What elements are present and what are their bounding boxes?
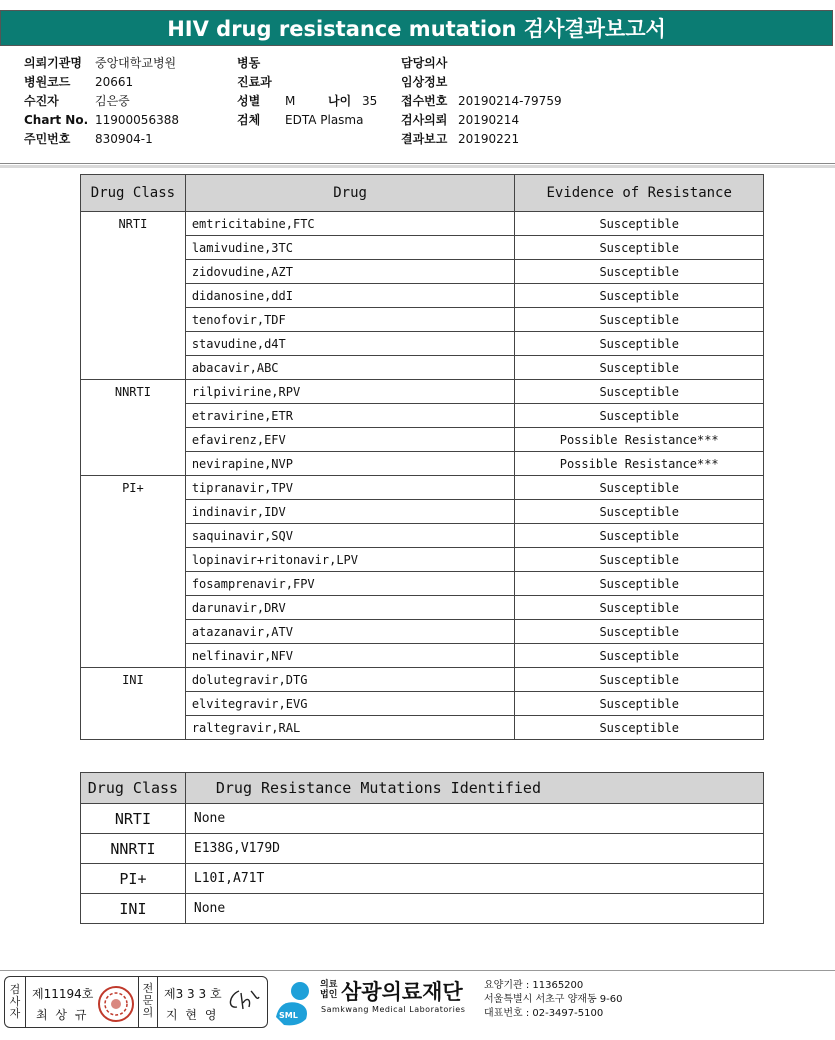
info-value: 20190214 xyxy=(458,113,520,127)
evidence-cell: Susceptible xyxy=(515,548,764,572)
drug-cell: raltegravir,RAL xyxy=(185,716,515,740)
drug-class-cell: INI xyxy=(81,668,186,740)
org-address: 서울특별시 서초구 양재동 9-60 xyxy=(484,994,623,1005)
info-col3 xyxy=(401,54,562,149)
evidence-cell: Susceptible xyxy=(515,236,764,260)
drug-cell: zidovudine,AZT xyxy=(185,260,515,284)
info-key: 임상정보 xyxy=(401,75,448,89)
drug-cell: etravirine,ETR xyxy=(185,404,515,428)
evidence-cell: Susceptible xyxy=(515,356,764,380)
info-value: 11900056388 xyxy=(95,113,179,127)
info-value: 20190221 xyxy=(458,132,520,146)
info-row xyxy=(24,111,179,130)
header-mutations: Drug Resistance Mutations Identified xyxy=(185,773,763,804)
table-row xyxy=(81,476,764,500)
evidence-cell: Possible Resistance*** xyxy=(515,452,764,476)
class-cell: NNRTI xyxy=(81,834,186,864)
drug-cell: nevirapine,NVP xyxy=(185,452,515,476)
specialist-license: 제3 3 3 호 xyxy=(164,987,222,1001)
drug-cell: dolutegravir,DTG xyxy=(185,668,515,692)
evidence-cell: Susceptible xyxy=(515,596,764,620)
age-value: 35 xyxy=(362,94,378,108)
table-header-row xyxy=(81,175,764,212)
drug-cell: lamivudine,3TC xyxy=(185,236,515,260)
info-key: 접수번호 xyxy=(401,94,448,108)
org-code: 요양기관 : 11365200 xyxy=(484,980,584,991)
seal-stamp xyxy=(97,985,135,1023)
evidence-cell: Susceptible xyxy=(515,524,764,548)
drug-cell: didanosine,ddI xyxy=(185,284,515,308)
mutation-cell: E138G,V179D xyxy=(185,834,763,864)
mutation-cell: None xyxy=(185,804,763,834)
evidence-cell: Susceptible xyxy=(515,644,764,668)
info-value: 김은중 xyxy=(95,94,130,108)
class-cell: NRTI xyxy=(81,804,186,834)
evidence-cell: Susceptible xyxy=(515,500,764,524)
evidence-cell: Susceptible xyxy=(515,308,764,332)
info-row xyxy=(24,92,179,111)
drug-cell: tenofovir,TDF xyxy=(185,308,515,332)
divider xyxy=(25,977,26,1027)
table-row xyxy=(81,894,764,924)
table-row xyxy=(81,380,764,404)
info-key: 수진자 xyxy=(24,94,59,108)
table-header-row xyxy=(81,773,764,804)
dept-label: 진료과 xyxy=(237,75,272,89)
evidence-cell: Susceptible xyxy=(515,620,764,644)
evidence-cell: Susceptible xyxy=(515,380,764,404)
divider xyxy=(157,977,158,1027)
evidence-cell: Susceptible xyxy=(515,476,764,500)
resistance-table xyxy=(80,174,764,740)
table-row xyxy=(81,804,764,834)
drug-cell: abacavir,ABC xyxy=(185,356,515,380)
drug-cell: lopinavir+ritonavir,LPV xyxy=(185,548,515,572)
specimen-label: 검체 xyxy=(237,113,261,127)
class-cell: PI+ xyxy=(81,864,186,894)
sml-logo-icon xyxy=(270,977,318,1027)
info-value: 20661 xyxy=(95,75,134,89)
mutations-table xyxy=(80,772,764,924)
info-key: 병원코드 xyxy=(24,75,71,89)
evidence-cell: Susceptible xyxy=(515,284,764,308)
table-row xyxy=(81,212,764,236)
age-label: 나이 xyxy=(328,94,352,108)
divider xyxy=(138,977,139,1027)
info-key: 결과보고 xyxy=(401,132,448,146)
drug-cell: saquinavir,SQV xyxy=(185,524,515,548)
evidence-cell: Susceptible xyxy=(515,716,764,740)
logo-text: SML xyxy=(279,1011,298,1020)
table-row xyxy=(81,668,764,692)
info-row xyxy=(24,130,179,149)
drug-cell: nelfinavir,NFV xyxy=(185,644,515,668)
report-title: HIV drug resistance mutation 검사결과보고서 xyxy=(0,10,833,46)
mutation-cell: None xyxy=(185,894,763,924)
drug-cell: efavirenz,EFV xyxy=(185,428,515,452)
table-row xyxy=(81,864,764,894)
header-drug-class: Drug Class xyxy=(81,175,186,212)
info-key: Chart No. xyxy=(24,113,89,127)
table-row xyxy=(81,834,764,864)
info-col2 xyxy=(237,54,377,130)
footer-divider xyxy=(0,970,835,971)
divider xyxy=(0,165,835,168)
drug-class-cell: NRTI xyxy=(81,212,186,380)
inspector-name: 최 상 규 xyxy=(36,1008,89,1022)
sex-value: M xyxy=(285,94,296,108)
org-phone: 대표번호 : 02-3497-5100 xyxy=(484,1008,604,1019)
info-row xyxy=(24,73,179,92)
org-prefix: 의료법인 xyxy=(320,980,338,1000)
signature-icon xyxy=(225,987,261,1017)
evidence-cell: Possible Resistance*** xyxy=(515,428,764,452)
specimen-value: EDTA Plasma xyxy=(285,113,364,127)
info-key: 주민번호 xyxy=(24,132,71,146)
inspector-license: 제11194호 xyxy=(32,987,94,1001)
drug-class-cell: PI+ xyxy=(81,476,186,668)
info-value: 중앙대학교병원 xyxy=(95,56,177,70)
drug-cell: atazanavir,ATV xyxy=(185,620,515,644)
info-row xyxy=(24,54,179,73)
info-value: 830904-1 xyxy=(95,132,153,146)
org-english-name: Samkwang Medical Laboratories xyxy=(321,1005,466,1014)
info-value: 20190214-79759 xyxy=(458,94,562,108)
drug-cell: stavudine,d4T xyxy=(185,332,515,356)
drug-class-cell: NNRTI xyxy=(81,380,186,476)
ward-label: 병동 xyxy=(237,56,261,70)
mutation-cell: L10I,A71T xyxy=(185,864,763,894)
org-contact xyxy=(484,979,623,1021)
drug-cell: tipranavir,TPV xyxy=(185,476,515,500)
drug-cell: fosamprenavir,FPV xyxy=(185,572,515,596)
org-name: 삼광의료재단 xyxy=(341,980,463,1004)
header-drug-class: Drug Class xyxy=(81,773,186,804)
info-key: 담당의사 xyxy=(401,56,448,70)
specialist-name: 지 현 영 xyxy=(166,1008,219,1022)
header-evidence: Evidence of Resistance xyxy=(515,175,764,212)
signature-box xyxy=(4,976,268,1028)
evidence-cell: Susceptible xyxy=(515,404,764,428)
divider xyxy=(0,163,835,164)
drug-cell: indinavir,IDV xyxy=(185,500,515,524)
evidence-cell: Susceptible xyxy=(515,668,764,692)
evidence-cell: Susceptible xyxy=(515,260,764,284)
info-key: 검사의뢰 xyxy=(401,113,448,127)
info-col1 xyxy=(24,54,179,149)
header-drug: Drug xyxy=(185,175,515,212)
class-cell: INI xyxy=(81,894,186,924)
drug-cell: rilpivirine,RPV xyxy=(185,380,515,404)
sex-label: 성별 xyxy=(237,94,261,108)
specialist-label: 전 문 의 xyxy=(142,982,154,1019)
drug-cell: elvitegravir,EVG xyxy=(185,692,515,716)
drug-cell: emtricitabine,FTC xyxy=(185,212,515,236)
drug-cell: darunavir,DRV xyxy=(185,596,515,620)
evidence-cell: Susceptible xyxy=(515,332,764,356)
inspector-label: 검 사 자 xyxy=(9,983,21,1020)
info-key: 의뢰기관명 xyxy=(24,56,82,70)
evidence-cell: Susceptible xyxy=(515,692,764,716)
evidence-cell: Susceptible xyxy=(515,212,764,236)
evidence-cell: Susceptible xyxy=(515,572,764,596)
